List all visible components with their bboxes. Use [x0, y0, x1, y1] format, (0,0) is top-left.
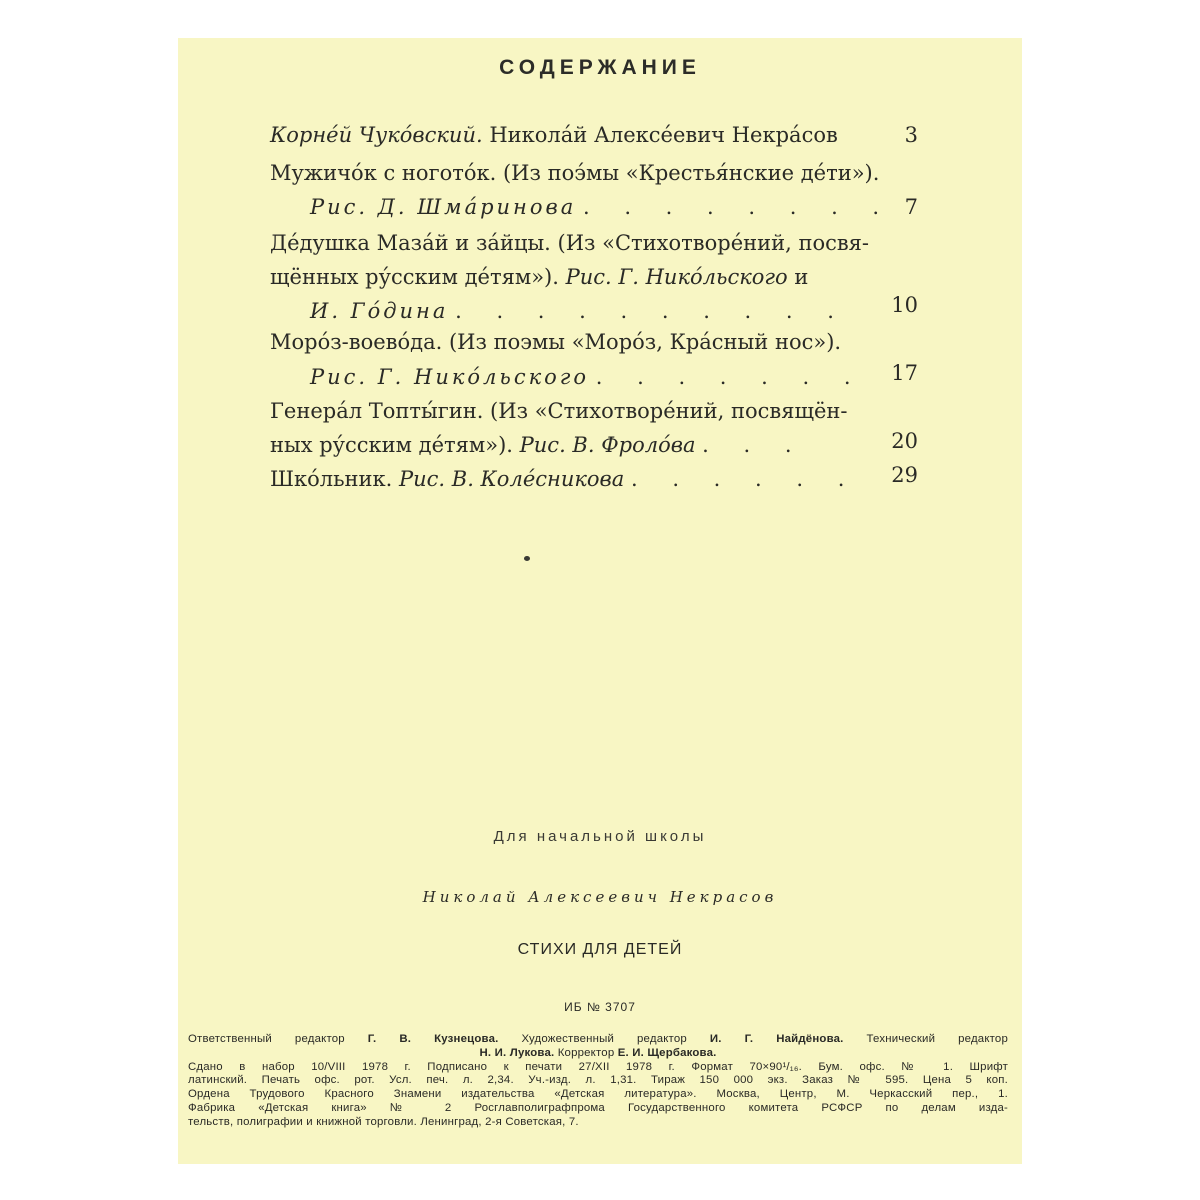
imprint-row-4: латинский. Печать офс. рот. Усл. печ. л. 2,34. Уч.-изд. л. 1,31. Тираж 150 000 экз. Заказ № 595. Цена 5 коп. [188, 1074, 1008, 1087]
toc-entry-5-leader: . . . [702, 433, 806, 457]
toc-entry-3-leader: . . . . . . . . . . [455, 299, 848, 323]
toc-entry-4-leader: . . . . . . . [595, 365, 865, 389]
toc-entry-3-line-2 [270, 260, 852, 294]
colophon-book-title: СТИХИ ДЛЯ ДЕТЕЙ [517, 941, 683, 958]
ib-number: ИБ № 3707 [564, 1000, 636, 1014]
toc-entry-2-page: 7 [904, 195, 918, 219]
book-page [178, 38, 1022, 1164]
imprint-tech-editor-name: Н. И. Лукова. [479, 1046, 555, 1059]
toc-entry-5-line-2-text: ных ру́сским де́тям»). [270, 433, 513, 457]
imprint-row-3: Сдано в набор 10/VIII 1978 г. Подписано к печати 27/XII 1978 г. Формат 70×90¹/₁₆. Бум. офс. № 1. Шрифт [188, 1060, 1008, 1073]
toc-entry-5-line-2 [270, 428, 852, 462]
toc-entry-2-line-2 [310, 190, 894, 224]
toc-entry-1-page: 3 [904, 123, 918, 147]
toc-entry-2-illustrator: Рис. Д. Шма́ринова [310, 195, 577, 219]
toc-entry-6-line [270, 462, 859, 496]
toc-entry-5-page: 20 [891, 429, 918, 453]
imprint-row-5: Ордена Трудового Красного Знамени издательства «Детская литература». Москва, Центр, М. Черкасский пер., 1. [188, 1088, 1008, 1101]
toc-entry-2-leader: . . . . . . . . [582, 195, 894, 219]
toc-entry-1-title: Никола́й Алексе́евич Некра́сов [489, 123, 838, 147]
toc-entry-3-page: 10 [891, 293, 918, 317]
toc-entry-3-line-3 [310, 294, 858, 328]
toc-entry-2-line-1: Мужичо́к с ногото́к. (Из поэ́мы «Крестья́нские де́ти»). [270, 161, 880, 185]
toc-entry-3-line-2-text: щённых ру́сским де́тям»). [270, 265, 559, 289]
imprint-row-1 [188, 1033, 1008, 1047]
audience-note: Для начальной школы [493, 828, 707, 845]
toc-entry-4-page: 17 [891, 361, 918, 385]
imprint-row-6: Фабрика «Детская книга» № 2 Росглавполиграфпрома Государственного комитета РСФСР по делам изда- [188, 1101, 1008, 1114]
imprint-block [188, 1033, 1008, 1130]
imprint-art-editor-label: Художественный редактор [498, 1033, 710, 1045]
toc-entry-5-line-1: Генера́л Топты́гин. (Из «Стихотворе́ний, посвящён- [270, 399, 848, 423]
toc-entry-5-illustrator: Рис. В. Фроло́ва [519, 433, 696, 457]
toc-entry-3-line-1: Де́душка Маза́й и за́йцы. (Из «Стихотворе́ний, посвя- [270, 231, 870, 255]
imprint-tech-editor-label: Технический редактор [843, 1033, 1008, 1045]
toc-entry-3-illustrator: Рис. Г. Нико́льского [565, 265, 788, 289]
toc-entry-4-line-1: Моро́з-воево́да. (Из поэмы «Моро́з, Кра́сный нос»). [270, 330, 842, 354]
toc-entry-6-page: 29 [891, 463, 918, 487]
toc-entry-4-illustrator: Рис. Г. Нико́льского [310, 365, 590, 389]
imprint-row-7: тельств, полиграфии и книжной торговли. Ленинград, 2-я Советская, 7. [188, 1115, 579, 1128]
toc-entry-1-author: Корне́й Чуко́вский. [270, 123, 483, 147]
colophon-author: Николай Алексеевич Некрасов [422, 888, 778, 906]
imprint-corrector-label: Корректор [554, 1046, 618, 1059]
toc-entry-6-title: Шко́льник. [270, 467, 393, 491]
toc-entry-6-leader: . . . . . . [630, 467, 859, 491]
toc-entry-6-illustrator: Рис. В. Коле́сникова [399, 467, 625, 491]
imprint-editor-label: Ответственный редактор [188, 1033, 368, 1045]
toc-entry-1-line [270, 118, 852, 152]
imprint-art-editor-name: И. Г. Найдёнова. [709, 1033, 844, 1045]
contents-heading: СОДЕРЖАНИЕ [499, 56, 701, 79]
imprint-corrector-name: Е. И. Щербакова. [617, 1046, 717, 1059]
imprint-row-2 [188, 1047, 1008, 1061]
imprint-editor-name: Г. В. Кузнецова. [367, 1033, 499, 1045]
ornament-dot [524, 556, 530, 561]
toc-entry-3-conjunction: и [794, 265, 809, 289]
toc-entry-3-illustrator-2: И. Го́дина [310, 299, 449, 323]
toc-entry-4-line-2 [310, 360, 865, 394]
